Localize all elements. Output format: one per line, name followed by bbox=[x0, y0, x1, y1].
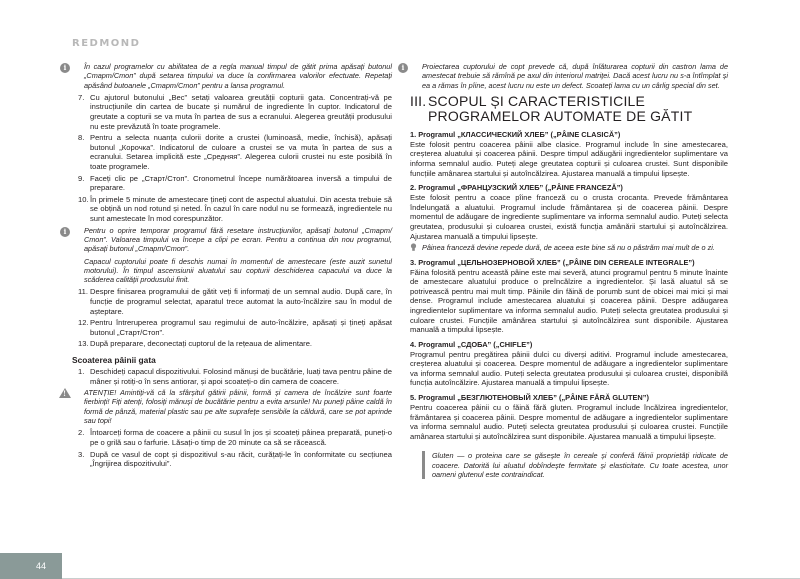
program-description: Este folosit pentru a coace pîine franceză cu o crusta crocanta. Prevede frământarea îndelungată a aluatului. Programul include frământarea și de coacerea pâinii. Despre momentul de adăugare de ingrediente suplimentare va informa semnalul audio. Puteți selecta greutatea, produsului și culoarea crustei, există funcția amânării startului și autoîncălzirea. Ajustarea manuală a timpului lipsește. bbox=[410, 193, 728, 241]
brand-logo: REDMOND bbox=[72, 38, 141, 49]
tip-note: Pâinea franceză devine repede dură, de aceea este bine să nu o păstrăm mai mult de o zi. bbox=[410, 243, 728, 252]
page-number: 44 bbox=[0, 553, 62, 579]
item-number: 10. bbox=[78, 194, 89, 204]
list-item bbox=[72, 450, 392, 469]
list-item bbox=[72, 93, 392, 131]
item-number: 7. bbox=[78, 92, 85, 102]
steps-list bbox=[72, 287, 392, 349]
program-title: 5. Programul „БЕЗГЛЮТЕНОВЫЙ ХЛЕБ” („PÂINE FĂRĂ GLUTEN”) bbox=[410, 393, 649, 403]
item-text: Cu ajutorul butonului „Вес” setați valoarea greutății copturii gata. Concentrați-vă pe instrucțiunile din cartea de bucate și numărul de ingrediente în cuptor. Indicatorul de greutate a copturii se va muta în partea de sus a ecranului. Alegerea greutății produsului nu este prevăzută în toate programele. bbox=[90, 92, 392, 131]
item-text: Pentru a selecta nuanța culorii dorite a crustei (luminoasă, medie, închisă), apăsați butonul „Корочка”. Indicatorul de culoare a crustei se va muta în partea de sus a ecranului. Setarea implicită este „Средняя”. Alegerea culorii crustei nu este posibilă în toate programele. bbox=[90, 133, 392, 172]
item-text: În primele 5 minute de amestecare țineți cont de aspectul aluatului. Din acesta trebuie să se obțină un nod rotund și neted. În cazul în care nodul nu se formează, ingredientele nu sunt amestecate în mod corespunzător. bbox=[90, 194, 392, 224]
list-item bbox=[72, 174, 392, 193]
program-description: Pentru coacerea pâinii cu o făină fără gluten. Programul include încălzirea ingredientelor, frământarea și coacerea pâinii. Despre momentul de adăugare a ingredientelor suplimentare va informa semnalul audio. Puteți selecta greutatea produsului și culoarea crustei. Funcțiile amânarea startului și autoîncălzirea sunt disponibile. Ajustarea manuală a timpului lipsește. bbox=[410, 403, 728, 441]
section-title: III. SCOPUL ȘI CARACTERISTICILE PROGRAMELOR AUTOMATE DE GĂTIT bbox=[410, 92, 693, 124]
program-title: 3. Programul „ЦЕЛЬНОЗЕРНОВОЙ ХЛЕБ” („PÂINE DIN CEREALE INTEGRALE”) bbox=[410, 257, 695, 267]
steps-list bbox=[72, 367, 392, 386]
list-item bbox=[72, 367, 392, 386]
right-column bbox=[401, 62, 728, 480]
lightbulb-icon bbox=[410, 243, 417, 252]
item-number: 1. bbox=[78, 366, 85, 376]
item-number: 3. bbox=[78, 449, 85, 459]
item-text: După preparare, deconectați cuptorul de la rețeaua de alimentare. bbox=[90, 339, 313, 349]
item-text: Pentru întreruperea programul sau regimului de auto-încălzire, apăsați și țineți apăsat butonul „Старт/Стоп”. bbox=[90, 318, 392, 337]
warning-icon: ! bbox=[59, 388, 71, 398]
list-item bbox=[72, 195, 392, 224]
info-note: i În cazul programelor cu abilitatea de a regla manual timpul de gătit prima apăsați butonul „Старт/Стоп” după setarea timpului va duce la confirmarea valorilor efectuate. Repetați apăsând butoanele „Старт/Стоп” pentru a lansa programul. bbox=[72, 62, 392, 90]
item-number: 8. bbox=[78, 133, 85, 143]
program-description: Programul pentru pregătirea pâinii dulci cu diverși aditivi. Programul include amestecarea, creșterea aluatului și coacerea. Despre momentul de adăugare a ingredientelor suplimentare va informa semnalul audio. Puteți selecta greutatea produsului și culoarea crustei, disponibilă funcția autoîncălzire. Ajustarea manuală a timpului lipsește. bbox=[410, 349, 728, 388]
steps-list bbox=[72, 93, 392, 224]
left-column bbox=[63, 62, 392, 471]
section-subheading: Scoaterea pâinii gata bbox=[72, 354, 156, 365]
item-number: 11. bbox=[78, 287, 88, 297]
list-item bbox=[72, 133, 392, 171]
item-text: Despre finisarea programului de gătit veți fi informați de un semnal audio. După care, în funcție de programul selectat, aparatul trece automat la auto-încălzire sau în modul de așteptare. bbox=[90, 287, 392, 316]
item-number: 12. bbox=[78, 318, 89, 328]
program-title: 2. Programul „ФРАНЦУЗСКИЙ ХЛЕБ” („PÂINE FRANCEZĂ”) bbox=[410, 183, 623, 193]
info-note: i Proiectarea cuptorului de copt prevede că, după înlăturarea copturii din castron lama de amestecat trebuie să rămînă pe axul din interiorul matriței. Dacă acest lucru nu s-a întîmplat și ea a rămas în pîine, acest lucru nu este un defect. Scoateți lama cu un cârlig special din set. bbox=[410, 62, 728, 90]
info-icon: i bbox=[60, 227, 70, 237]
item-number: 2. bbox=[78, 428, 85, 438]
info-icon: i bbox=[398, 63, 408, 73]
item-text: Întoarceți forma de coacere a pâinii cu susul în jos și scoateți pâinea preparată, puneți-o pe o grilă sau o farfurie. Lăsați-o timp de 20 minute ca să se răcească. bbox=[90, 428, 392, 447]
list-item bbox=[72, 428, 392, 447]
gluten-note: Gluten — o proteina care se găsește în cereale și conferă făinii proprietăți ridicate de coacere. Datorită lui aluatul dobîndește fermitate și elasticitate. Cu toate acestea, unor oameni glutenul este contraindicat. bbox=[422, 451, 728, 479]
list-item bbox=[72, 318, 392, 337]
program-title: 1. Programul „КЛАССИЧЕСКИЙ ХЛЕБ” („PÂINE CLASICĂ”) bbox=[410, 129, 621, 139]
item-text: Faceți clic pe „Старт/Стоп”. Cronometrul începe numărătoarea inversă a timpului de preparare. bbox=[90, 173, 392, 193]
item-number: 13. bbox=[78, 339, 89, 349]
item-text: Deschideți capacul dispozitivului. Folosind mănuși de bucătărie, luați tava pentru pâine de mâner și rotiți-o în sens antiorar, și apoi scoateți-o din camera de coacere. bbox=[90, 366, 392, 386]
program-title: 4. Programul „СДОБА” („CHIFLE”) bbox=[410, 339, 533, 349]
program-description: Făina folosită pentru această pâine este mai severă, atunci programul pentru 5 minute înainte de amestecare aluatului produce o preîncălzire a ingredientelor. Și lasă aluatul să se potrivească pentru mai mult timp. Pâinile din făină de porumb sunt de obicei mai mici și mai dense. Programul include amestecarea aluatului și coacerea pâinii. Despre adăugarea ingredientelor suplimentare va informa semnalul audio. Puteți selecta greutatea produsului și culoare crustei. Funcțiile amânărea startului și autoîncălzirea sunt disponibile. Ajustarea manuală a timpului lipsește. bbox=[410, 267, 728, 335]
list-item bbox=[72, 287, 392, 316]
item-number: 9. bbox=[78, 173, 85, 183]
warning-note: ! ATENȚIE! Amintiți-vă că la sfârșitul gătirii pâinii, formă și camera de încălzire sunt foarte fierbinți! Fiți atenți, folosiți mănuși de bucătărie pentru a evita arsurile! Nu puneți pâine caldă în formă de pânză, material plastic sau pe alte suprafețe sensibile la căldură, care se pot aprinde sau topi! bbox=[72, 388, 392, 425]
info-note: i Pentru o oprire temporar programul fără resetare instrucțiunilor, apăsați butonul „Старт/Стоп”. Valoarea timpului va începe a clipi pe ecran. Pentru a continua din nou programul, apăsați butonul „Старт/Стоп”. bbox=[72, 226, 392, 254]
programs-list bbox=[410, 130, 728, 479]
lid-note: Capacul cuptorului poate fi deschis numai în momentul de amestecare (este auzit sunetul motorului). În timpul ascensiunii aluatului sau copturii deschiderea capacului va duce la scăderea calității produsului finit. bbox=[84, 256, 392, 285]
steps-list bbox=[72, 428, 392, 468]
program-description: Este folosit pentru coacerea pâinii albe clasice. Programul include în sine amestecarea, creșterea aluatului și coacerea pâinii. Despre timpul adăugării ingredientelor suplimentare va informa semnalul audio. Puteți alege greutatea copturii și culoarea crustei. Sunt disponibile funcțiile amânarea startului și autoîncălzirea. Ajustarea manuală a timpului lipsește. bbox=[410, 139, 728, 178]
item-text: După ce vasul de copt și dispozitivul s-au răcit, curățați-le în conformitate cu secțiunea „Îngrijirea dispozitivului”. bbox=[90, 449, 392, 469]
info-icon: i bbox=[60, 63, 70, 73]
list-item bbox=[72, 339, 392, 349]
